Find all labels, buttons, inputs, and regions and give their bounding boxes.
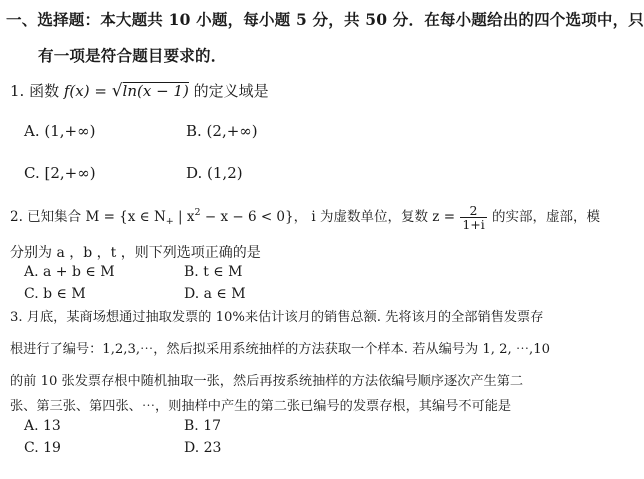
q3-option-a: A. 13 <box>24 418 61 434</box>
section-title-line1: 一、选择题：本大题共 10 小题，每小题 5 分，共 50 分．在每小题给出的四个选项中，只 <box>6 10 644 29</box>
section-title-line2: 有一项是符合题目要求的． <box>38 46 227 65</box>
q2-complex: − x − 6 < 0}， i 为虚数单位，复数 z = <box>200 209 460 226</box>
q1-suffix: 的定义域是 <box>188 82 269 100</box>
radical-sign-icon: √ <box>111 81 123 101</box>
q1-option-d: D. (1,2) <box>186 164 243 182</box>
question-1-stem <box>10 80 269 101</box>
q1-option-a: A. (1,+∞) <box>24 122 96 140</box>
q1-function: f(x) = <box>63 82 112 100</box>
q2-set-def: 2. 已知集合 M = {x ∈ N <box>10 209 166 226</box>
q1-option-c: C. [2,+∞) <box>24 164 96 182</box>
q2-subscript: + <box>165 216 174 228</box>
question-3-line4: 张、第三张、第四张、⋯，则抽样中产生的第二张已编号的发票存根，其编号不可能是 <box>10 399 512 414</box>
q1-prefix: 1. 函数 <box>10 82 64 100</box>
q3-option-c: C. 19 <box>24 440 61 456</box>
q2-tail: 的实部，虚部，模 <box>487 209 601 226</box>
question-3-line1: 3. 月底，某商场想通过抽取发票的 10%来估计该月的销售总额. 先将该月的全部销售发票存 <box>10 310 544 325</box>
q2-option-d: D. a ∈ M <box>184 286 246 302</box>
q2-superscript: 2 <box>194 207 201 219</box>
q1-radicand: ln(x − 1) <box>122 82 189 100</box>
q2-fraction-numerator: 2 <box>460 204 486 218</box>
q2-set-cond: | x <box>173 209 195 226</box>
q1-option-b: B. (2,+∞) <box>186 122 258 140</box>
q2-fraction <box>460 204 486 231</box>
q3-option-d: D. 23 <box>184 440 222 456</box>
question-2-stem-line2: 分别为 a ，b ，t ，则下列选项正确的是 <box>10 245 261 261</box>
question-3-line3: 的前 10 张发票存根中随机抽取一张，然后再按系统抽样的方法依编号顺序逐次产生第二 <box>10 374 524 389</box>
q3-option-b: B. 17 <box>184 418 222 434</box>
question-3-line2: 根进行了编号：1,2,3,⋯，然后拟采用系统抽样的方法获取一个样本. 若从编号为 1, 2, ⋯,10 <box>10 342 551 357</box>
question-2-stem-line1 <box>10 204 600 231</box>
q2-fraction-denominator: 1+i <box>462 217 485 233</box>
q2-option-b: B. t ∈ M <box>184 264 243 280</box>
q2-option-a: A. a + b ∈ M <box>24 264 115 280</box>
q2-option-c: C. b ∈ M <box>24 286 86 302</box>
